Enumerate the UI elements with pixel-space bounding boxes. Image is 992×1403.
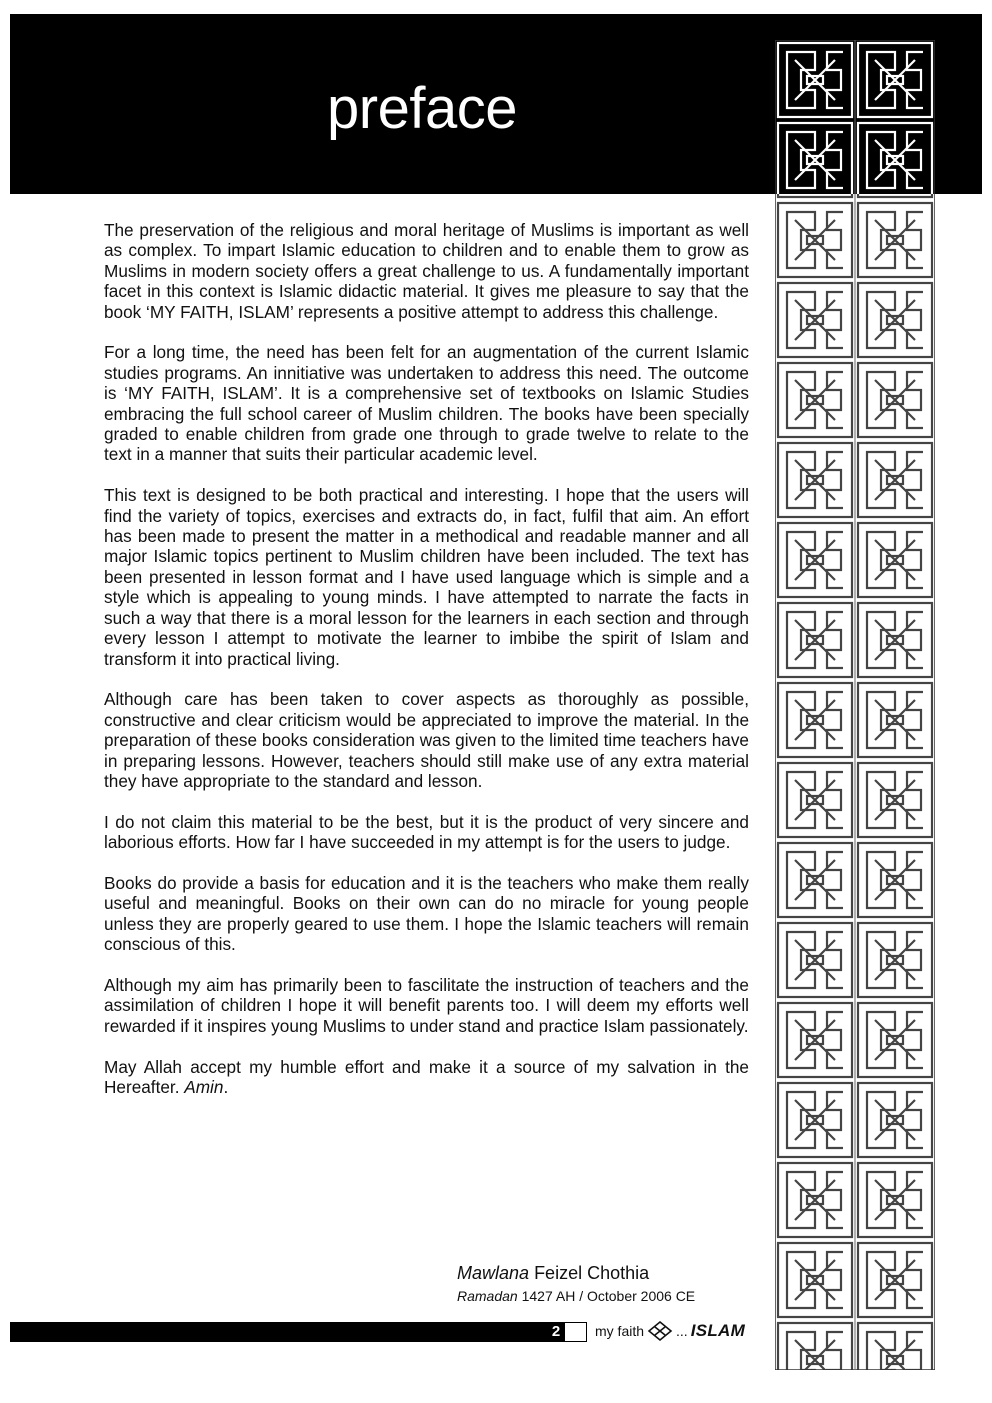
closing-amin: Amin [184, 1076, 224, 1097]
signature-title: Mawlana [457, 1263, 530, 1283]
preface-body [104, 220, 749, 1118]
footer-brand [595, 1320, 745, 1342]
signature-name: Feizel Chothia [534, 1263, 650, 1283]
paragraph: Although my aim has primarily been to fascilitate the instruction of teachers and the assimilation of children I hope it will benefit parents too. I will deem my efforts well rewarded if it inspires young Muslims to under stand and practice Islam passionately. [104, 974, 749, 1036]
brand-prefix: my faith [595, 1323, 645, 1339]
footer-bar [10, 1322, 560, 1342]
closing-paragraph [104, 1057, 749, 1098]
paragraph: Although care has been taken to cover aspects as thoroughly as possible, constructive and clear criticism would be appreciated to improve the material. In the preparation of these books consideration was given to the limited time teachers have in preparing lessons. However, teachers should still make use of any extra material they have appropriate to the standard and lesson. [104, 689, 749, 791]
closing-end: . [223, 1076, 229, 1097]
signature-name-line [457, 1262, 695, 1284]
brand-dots: ... [676, 1323, 688, 1339]
paragraph: The preservation of the religious and moral heritage of Muslims is important as well as complex. To impart Islamic education to children and to enable them to grow as Muslims in modern society offers a great challenge to us. A fundamentally important facet in this context is Islamic didactic material. It gives me pleasure to say that the book ‘MY FAITH, ISLAM’ represents a positive attempt to address this challenge. [104, 220, 749, 322]
paragraph: I do not claim this material to be the best, but it is the product of very sincere and laborious efforts. How far I have succeeded in my attempt is for the users to judge. [104, 811, 749, 853]
page-number: 2 [547, 1322, 565, 1342]
paragraph: This text is designed to be both practical and interesting. I hope that the users will find the variety of topics, exercises and extracts do, in fact, fulfil that aim. An effort has been made to present the matter in a methodical and readable manner and all major Islamic topics pertinent to Muslim children have been included. The text has been presented in lesson format and I have used language which is simple and a style which is appealing to young minds. I have attempted to narrate the facts in such a way that there is a moral lesson for the learners in each section and through every lesson I attempt to motivate the learner to imbibe the spirit of Islam and transform it into practical living. [104, 485, 749, 669]
signature-date-line [457, 1286, 695, 1306]
signature-month: Ramadan [457, 1288, 518, 1304]
signature-date: 1427 AH / October 2006 CE [521, 1288, 696, 1304]
paragraph: Books do provide a basis for education and it is the teachers who make them really useful and meaningful. Books on their own can do no miracle for young people unless they are properly geared to use them. I hope the Islamic teachers will remain conscious of this. [104, 872, 749, 955]
knot-pattern-ornament [775, 40, 935, 1370]
paragraph: For a long time, the need has been felt for an augmentation of the current Islamic studies programs. An innitiative was undertaken to address this need. The outcome is ‘MY FAITH, ISLAM’. It is a comprehensive set of textbooks on Islamic Studies embracing the full school career of Muslim children. The books have been specially graded to enable children from grade one through to grade twelve to relate to the text in a manner that suits their particular academic level. [104, 342, 749, 465]
knot-logo-icon [647, 1320, 673, 1342]
page-title: preface [327, 76, 517, 141]
signature [457, 1262, 695, 1306]
closing-text: May Allah accept my humble effort and make it a source of my salvation in the Hereafter. [104, 1056, 749, 1097]
brand-name: ISLAM [690, 1321, 746, 1340]
